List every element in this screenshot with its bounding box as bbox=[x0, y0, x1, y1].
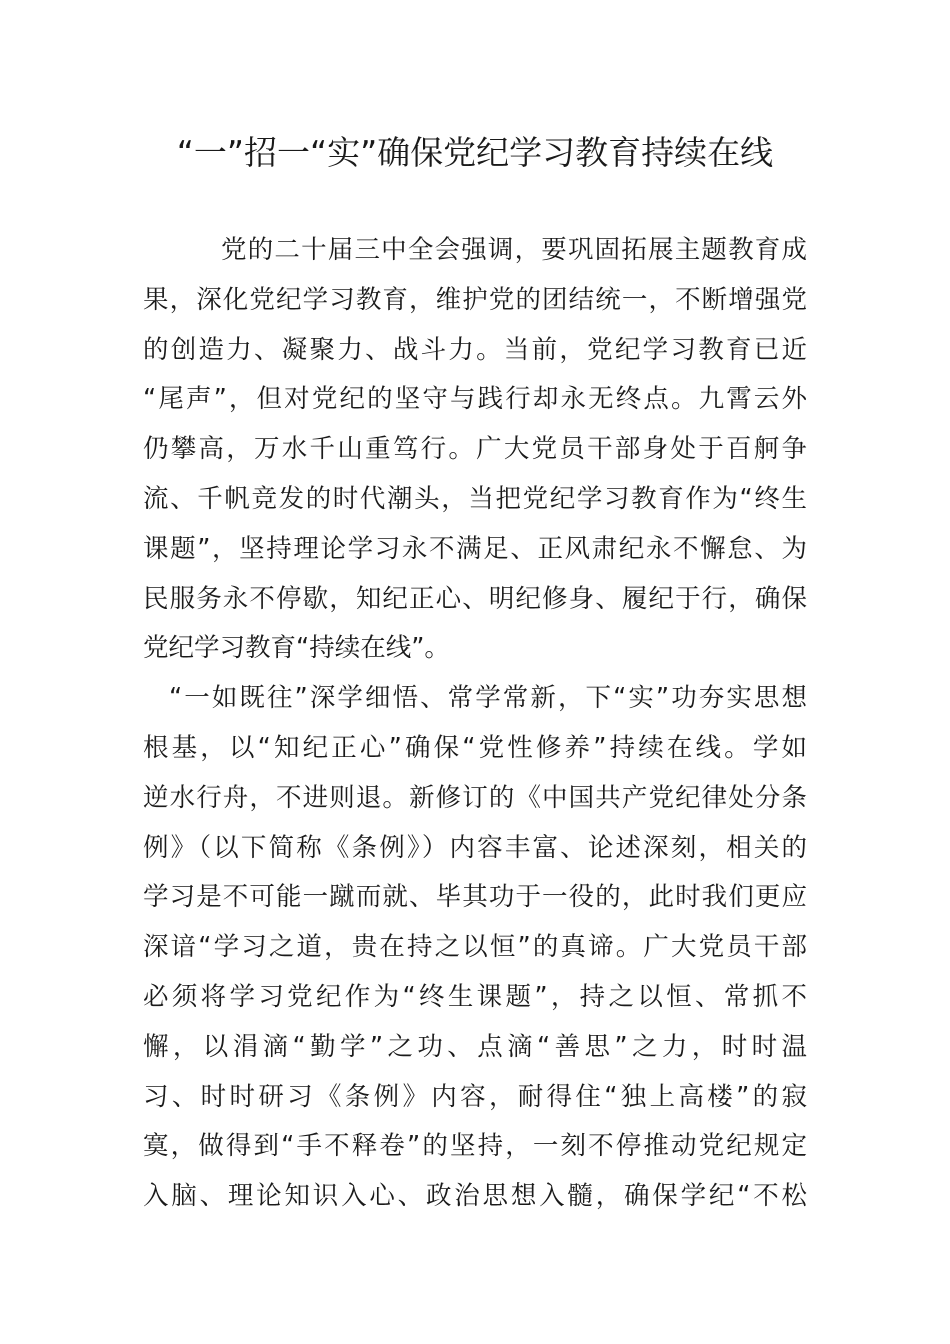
text-line: 例》（以下简称《条例》）内容丰富、论述深刻，相关的 bbox=[143, 832, 807, 863]
text-line: 深谙“学习之道，贵在持之以恒”的真谛。广大党员干部 bbox=[143, 932, 807, 963]
paragraph-1 bbox=[143, 226, 807, 674]
text-line: 逆水行舟，不进则退。新修订的《中国共产党纪律处分条 bbox=[143, 782, 807, 813]
text-line: 的创造力、凝聚力、战斗力。当前，党纪学习教育已近 bbox=[143, 334, 807, 365]
text-line: 必须将学习党纪作为“终生课题”，持之以恒、常抓不 bbox=[143, 981, 807, 1012]
text-line: 果，深化党纪学习教育，维护党的团结统一，不断增强党 bbox=[143, 284, 807, 315]
text-line: 课题”，坚持理论学习永不满足、正风肃纪永不懈怠、为 bbox=[143, 533, 807, 564]
text-line: 懈，以涓滴“勤学”之功、点滴“善思”之力，时时温 bbox=[143, 1031, 807, 1062]
text-line: 根基，以“知纪正心”确保“党性修养”持续在线。学如 bbox=[143, 732, 807, 763]
document-body bbox=[143, 226, 807, 1222]
text-line: 寞，做得到“手不释卷”的坚持，一刻不停推动党纪规定 bbox=[143, 1131, 807, 1162]
text-line: “一如既往”深学细悟、常学常新，下“实”功夯实思想 bbox=[169, 683, 807, 714]
text-line: 习、时时研习《条例》内容，耐得住“独上高楼”的寂 bbox=[143, 1081, 807, 1112]
text-line: 民服务永不停歇，知纪正心、明纪修身、履纪于行，确保 bbox=[143, 583, 807, 614]
text-line: 流、千帆竞发的时代潮头，当把党纪学习教育作为“终生 bbox=[143, 483, 807, 514]
text-line: 党的二十届三中全会强调，要巩固拓展主题教育成 bbox=[221, 235, 807, 265]
text-line: 仍攀高，万水千山重笃行。广大党员干部身处于百舸争 bbox=[143, 434, 807, 465]
text-line: 党纪学习教育“持续在线”。 bbox=[143, 633, 450, 664]
paragraph-2 bbox=[143, 674, 807, 1222]
text-line: “尾声”，但对党纪的坚守与践行却永无终点。九霄云外 bbox=[143, 384, 807, 415]
text-line: 入脑、理论知识入心、政治思想入髓，确保学纪“不松 bbox=[143, 1181, 807, 1212]
text-line: 学习是不可能一蹴而就、毕其功于一役的，此时我们更应 bbox=[143, 882, 807, 913]
document-title: “一”招一“实”确保党纪学习教育持续在线 bbox=[176, 133, 774, 172]
